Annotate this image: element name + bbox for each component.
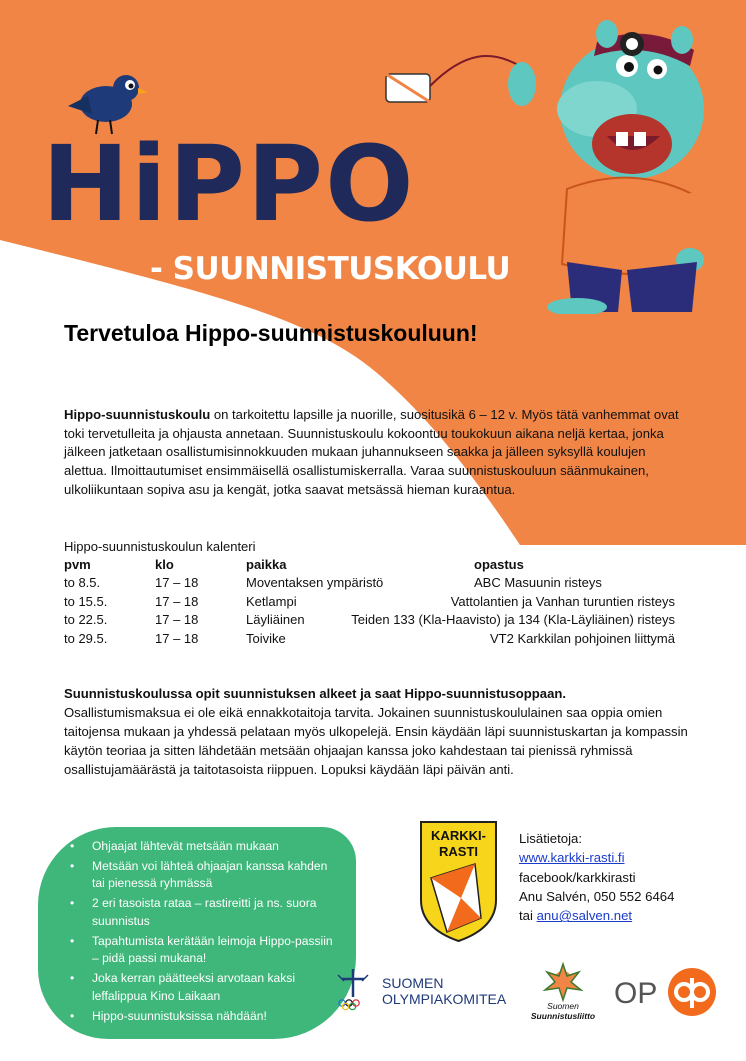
intro-paragraph	[64, 406, 692, 500]
facebook-text: facebook/karkkirasti	[519, 869, 636, 885]
intro-text: on tarkoitettu lapsille ja nuorille, suositusikä 6 – 12 v. Myös tätä vanhemmat ovat toki tervetulleita ja ohjausta annetaan. Suunnistuskoulu kokoontuu toukokuun aikana neljä kertaa, jonka jälkeen jatketaan osallistumisinnokkuuden mukaan juhannukseen saakka ja jälleen syksyllä koulujen alettua. Ilmoittautumiset ensimmäisellä osallistumiskerralla. Varaa suunnistuskouluun säänmukainen, ulkoliikuntaan sopiva asu ja kengät, jotka saavat metsässä hieman kuraantua.	[64, 407, 679, 497]
email-link[interactable]: anu@salven.net	[536, 908, 633, 924]
contact-person: Anu Salvén, 050 552 6464	[519, 888, 675, 904]
calendar-title: Hippo-suunnistuskoulun kalenteri	[64, 539, 256, 554]
op-logo	[612, 962, 722, 1022]
calendar-cell-opastus: ABC Masuunin risteys	[474, 575, 602, 590]
section-learn-text: Osallistumismaksua ei ole eikä ennakkotaitoja tarvita. Jokainen suunnistuskoululainen saa oppia omien taitojensa mukaan ja yhdessä pelataan myös ulkopelejä. Ensin käydään läpi suunnistuskartan ja kompassin käytön teoriaa ja sitten lähdetään metsään ohjaajan kanssa joko kahdestaan tai pienissä ryhmissä osallistujamäärästä ja taitotasoista riippuen. Lopuksi käydään läpi päivän anti.	[64, 705, 688, 777]
contact-label: Lisätietoja:	[519, 831, 583, 846]
section-learn-lead: Suunnistuskoulussa opit suunnistuksen alkeet ja saat Hippo-suunnistusoppaan.	[64, 686, 566, 701]
calendar-cell-paikka: Toivike	[246, 631, 286, 646]
list-item: • Ohjaajat lähtevät metsään mukaan	[70, 838, 336, 855]
ssl-logo-line1: Suomen	[547, 1001, 579, 1011]
email-line	[519, 906, 674, 925]
calendar-cell-klo: 17 – 18	[155, 612, 199, 627]
page-heading: Tervetuloa Hippo-suunnistuskouluun!	[64, 320, 478, 346]
list-item: • Metsään voi lähteä ohjaajan kanssa kahden tai pienessä ryhmässä	[70, 858, 336, 893]
calendar-cell-opastus: VT2 Karkkilan pohjoinen liittymä	[490, 631, 675, 646]
club-name-line2: RASTI	[439, 844, 478, 859]
ssl-logo-line2: Suunnistusliitto	[530, 1011, 596, 1021]
olympic-committee-logo	[334, 967, 514, 1012]
calendar-cell-klo: 17 – 18	[155, 594, 199, 609]
hippo-mascot-illustration	[382, 14, 722, 314]
olympic-logo-line1: SUOMEN	[382, 975, 444, 991]
contact-info	[519, 829, 674, 925]
hippo-title: HiPPO	[42, 123, 416, 245]
olympic-logo-line2: OLYMPIAKOMITEA	[382, 991, 507, 1007]
calendar-header-paikka: paikka	[246, 557, 287, 572]
calendar-header-pvm: pvm	[64, 557, 91, 572]
calendar-cell-pvm: to 8.5.	[64, 575, 101, 590]
club-name-line1: KARKKI-	[431, 828, 486, 843]
list-item: • Tapahtumista kerätään leimoja Hippo-passiin – pidä passi mukana!	[70, 933, 336, 968]
calendar-cell-klo: 17 – 18	[155, 575, 199, 590]
calendar-header-klo: klo	[155, 557, 174, 572]
calendar-cell-paikka: Ketlampi	[246, 594, 297, 609]
intro-lead: Hippo-suunnistuskoulu	[64, 407, 211, 422]
op-logo-text: OP	[614, 977, 658, 1010]
orienteering-federation-logo	[527, 962, 599, 1022]
karkki-rasti-logo	[419, 820, 498, 943]
section-learn	[64, 684, 704, 779]
hero-subtitle: - SUUNNISTUSKOULU	[150, 251, 511, 287]
calendar-cell-paikka: Läyliäinen	[246, 612, 305, 627]
calendar-cell-opastus: Teiden 133 (Kla-Haavisto) ja 134 (Kla-Läyliäinen) risteys	[351, 612, 675, 627]
calendar-cell-pvm: to 22.5.	[64, 612, 108, 627]
calendar-cell-opastus: Vattolantien ja Vanhan turuntien risteys	[450, 594, 675, 609]
highlights-list	[70, 838, 336, 1028]
list-item: • Hippo-suunnistuksissa nähdään!	[70, 1008, 336, 1025]
calendar-cell-klo: 17 – 18	[155, 631, 199, 646]
calendar-header-opastus: opastus	[474, 557, 524, 572]
list-item: • Joka kerran päätteeksi arvotaan kaksi leffalippua Kino Laikaan	[70, 970, 336, 1005]
calendar-cell-pvm: to 15.5.	[64, 594, 108, 609]
calendar-cell-paikka: Moventaksen ympäristö	[246, 575, 384, 590]
website-link[interactable]: www.karkki-rasti.fi	[519, 850, 625, 866]
email-prefix: tai	[519, 908, 537, 924]
calendar-cell-pvm: to 29.5.	[64, 631, 108, 646]
list-item: • 2 eri tasoista rataa – rastireitti ja ns. suora suunnistus	[70, 895, 336, 930]
